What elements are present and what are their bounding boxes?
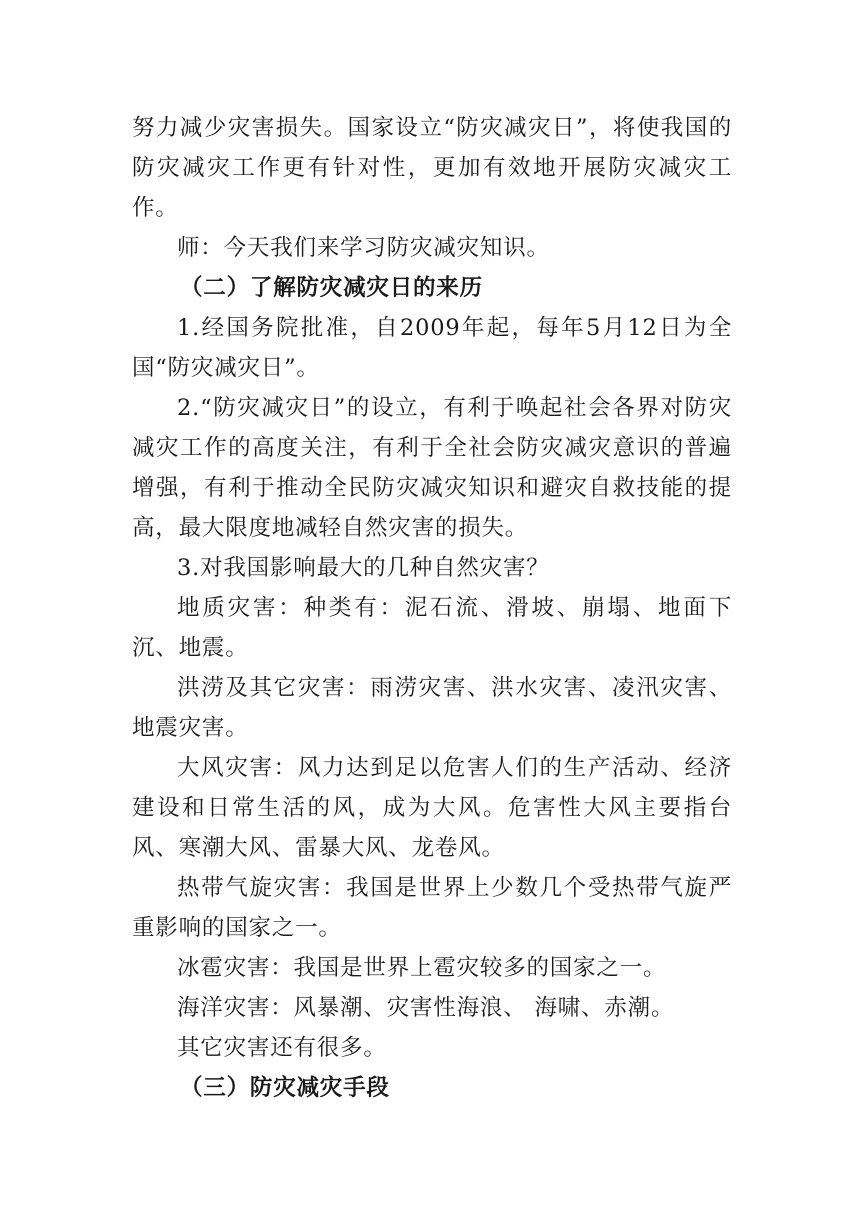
paragraph-point-3: 3.对我国影响最大的几种自然灾害？ xyxy=(177,555,550,581)
paragraph-geological-disaster: 地质灾害：种类有：泥石流、滑坡、崩塌、地面下沉、地震。 xyxy=(132,595,732,661)
paragraph-teacher-remark: 师：今天我们来学习防灾减灾知识。 xyxy=(177,235,550,261)
document-body xyxy=(132,108,732,1108)
paragraph-other-disasters: 其它灾害还有很多。 xyxy=(177,1035,387,1061)
paragraph-ocean-disaster: 海洋灾害：风暴潮、灾害性海浪、 海啸、赤潮。 xyxy=(177,995,675,1021)
paragraph-point-2: 2.“防灾减灾日”的设立，有利于唤起社会各界对防灾减灾工作的高度关注，有利于全社会防灾减灾意识的普遍增强，有利于推动全民防灾减灾知识和避灾自救技能的提高，最大限度地减轻自然灾害的损失。 xyxy=(132,395,732,541)
paragraph-cyclone-disaster: 热带气旋灾害：我国是世界上少数几个受热带气旋严重影响的国家之一。 xyxy=(132,875,732,941)
section-heading-history: （二）了解防灾减灾日的来历 xyxy=(180,275,483,301)
section-heading-methods: （三）防灾减灾手段 xyxy=(180,1075,390,1101)
paragraph-wind-disaster: 大风灾害：风力达到足以危害人们的生产活动、经济建设和日常生活的风，成为大风。危害性大风主要指台风、寒潮大风、雷暴大风、龙卷风。 xyxy=(132,755,732,861)
paragraph-point-1: 1.经国务院批准，自2009年起，每年5月12日为全国“防灾减灾日”。 xyxy=(132,315,732,381)
paragraph-flood-disaster: 洪涝及其它灾害：雨涝灾害、洪水灾害、凌汛灾害、地震灾害。 xyxy=(132,675,732,741)
paragraph-hail-disaster: 冰雹灾害：我国是世界上雹灾较多的国家之一。 xyxy=(177,955,667,981)
paragraph-intro-continued: 努力减少灾害损失。国家设立“防灾减灾日”，将使我国的防灾减灾工作更有针对性，更加有效地开展防灾减灾工作。 xyxy=(132,115,732,221)
